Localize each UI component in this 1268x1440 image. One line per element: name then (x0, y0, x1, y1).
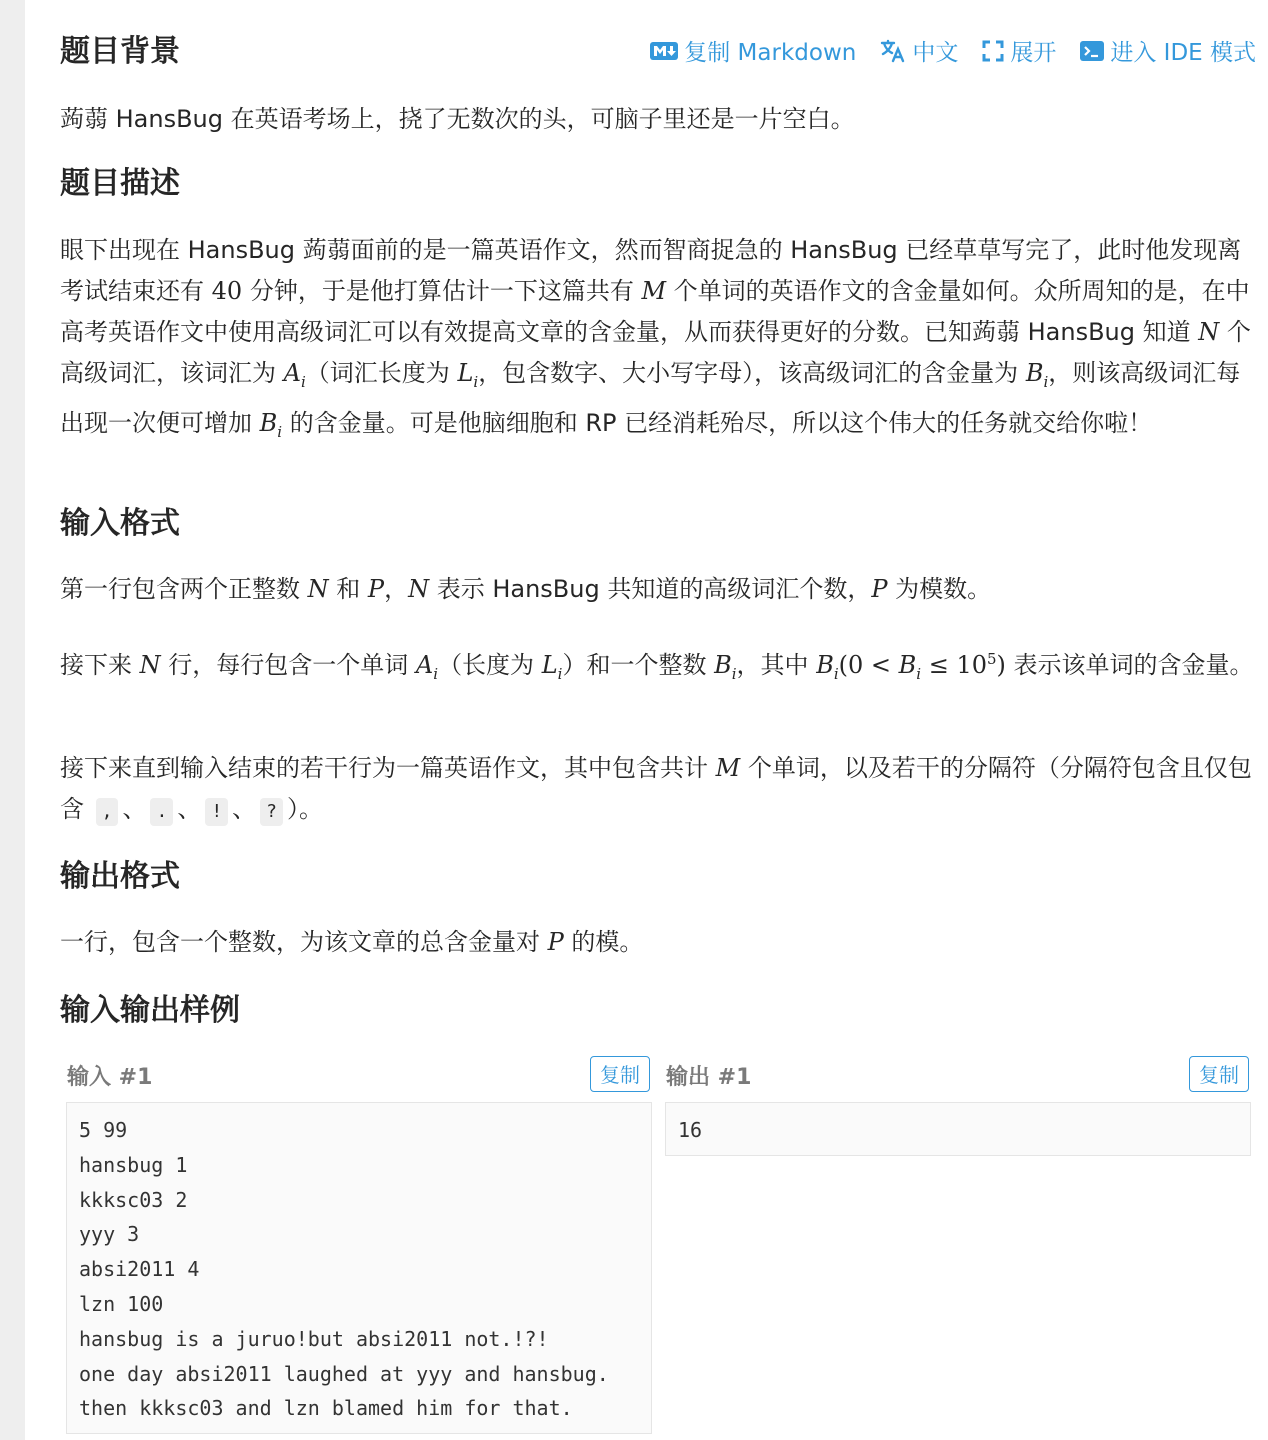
action-toolbar (650, 34, 1256, 67)
output-format-heading: 输出格式 (60, 859, 180, 894)
background-text: 蒟蒻 HansBug 在英语考场上，挠了无数次的头，可脑子里还是一片空白。 (60, 105, 855, 133)
sample-input-box (66, 1102, 652, 1434)
left-rail (0, 0, 25, 1440)
translate-icon (880, 39, 906, 63)
samples-heading: 输入输出样例 (60, 993, 240, 1028)
input-format-line3: 接下来直到输入结束的若干行为一篇英语作文，其中包含共计 M 个单词，以及若干的分隔符（分隔符包含且仅包含 , 、 . 、 ! 、 ? ）。 (60, 748, 1260, 830)
code-line: lzn 100 (79, 1291, 164, 1316)
code-line: hansbug 1 (79, 1152, 188, 1177)
expand-label: 展开 (1010, 40, 1057, 66)
separator-period: . (150, 798, 173, 826)
background-heading: 题目背景 (60, 34, 180, 69)
code-line: then kkksc03 and lzn blamed him for that. (79, 1396, 573, 1421)
code-line: absi2011 4 (79, 1257, 200, 1282)
separator-question: ? (260, 798, 283, 826)
expand-button[interactable] (982, 34, 1056, 67)
input-format-heading: 输入格式 (60, 506, 180, 541)
code-line: 16 (678, 1118, 703, 1142)
ide-mode-button[interactable] (1080, 34, 1256, 67)
problem-card (25, 0, 1268, 1440)
language-label: 中文 (912, 40, 959, 66)
input-format-line1: 第一行包含两个正整数 N 和 P，N 表示 HansBug 共知道的高级词汇个数，P 为模数。 (60, 575, 992, 603)
input-format-line2: 接下来 N 行，每行包含一个单词 $A_i$（长度为 $L_i$）和一个整数 $B_i$，其中 $B_i(0 < B_i \le 10^5)$ 表示该单词的含金量。 (60, 650, 1254, 683)
ide-mode-label: 进入 IDE 模式 (1110, 40, 1256, 66)
code-line: hansbug is a juruo!but absi2011 not.!?! (79, 1326, 549, 1351)
terminal-icon (1080, 40, 1104, 62)
description-text: 眼下出现在 HansBug 蒟蒻面前的是一篇英语作文，然而智商捉急的 HansBug 已经草草写完了，此时他发现离考试结束还有 40 分钟，于是他打算估计一下这篇共有 M 个单词的英语作文的含金量如何。众所周知的是，在中高考英语作文中使用高级词汇可以有效提高文章的含金量，从而获得更好的分数。已知蒟蒻 HansBug 知道 N 个高级词汇，该词汇为 $A_i$（词汇长度为 $L_i$，包含数字、大小写字母），该高级词汇的含金量为 $B_i$，则该高级词汇每出现一次便可增加 $B_i$ 的含金量。可是他脑细胞和 RP 已经消耗殆尽，所以这个伟大的任务就交给你啦！ (60, 236, 1251, 441)
code-line: yyy 3 (79, 1222, 140, 1247)
sample-output-label: 输出 #1 (666, 1065, 752, 1090)
copy-markdown-label: 复制 Markdown (684, 40, 857, 66)
sample-input-label: 输入 #1 (67, 1065, 153, 1090)
code-line: one day absi2011 laughed at yyy and hansbug. (79, 1361, 609, 1386)
code-line: 5 99 (79, 1118, 128, 1142)
markdown-icon (650, 41, 678, 61)
copy-output-button[interactable]: 复制 (1189, 1056, 1249, 1092)
separator-exclamation: ! (205, 798, 228, 826)
sample-output-box (665, 1102, 1251, 1156)
copy-input-button[interactable]: 复制 (590, 1056, 650, 1092)
copy-markdown-button[interactable] (650, 34, 856, 67)
output-format-text: 一行，包含一个整数，为该文章的总含金量对 P 的模。 (60, 928, 644, 956)
separator-comma: , (96, 798, 119, 826)
language-button[interactable] (880, 34, 958, 67)
code-line: kkksc03 2 (79, 1187, 188, 1212)
description-heading: 题目描述 (60, 166, 180, 201)
expand-icon (982, 40, 1004, 62)
